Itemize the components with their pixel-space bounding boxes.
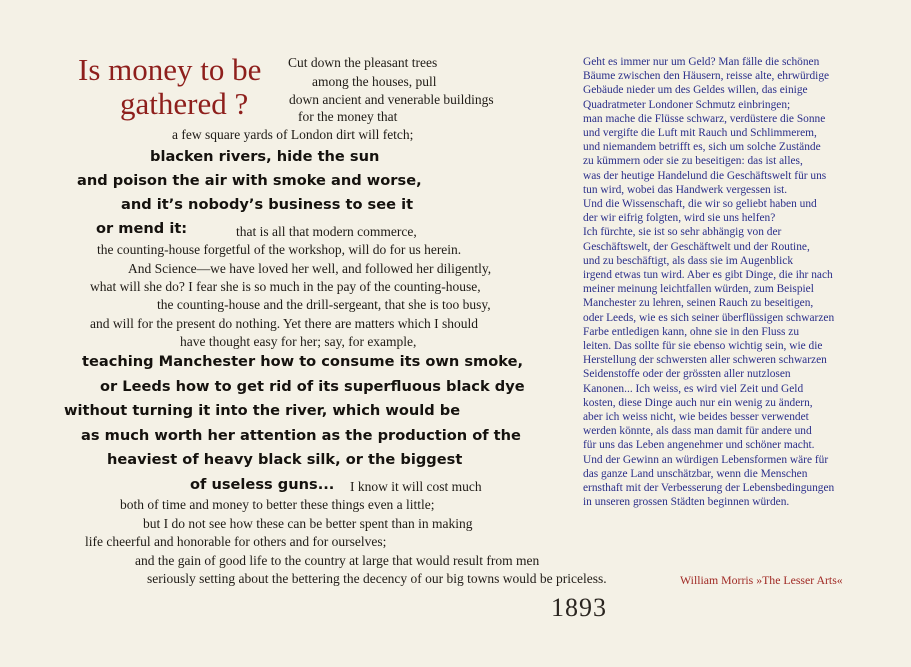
english-body-line: have thought easy for her; say, for example,	[180, 334, 417, 349]
german-line: Gebäude nieder um des Geldes willen, das einige	[583, 84, 808, 97]
german-line: irgend etwas tun wird. Aber es gibt Dinge, die ihr nach	[583, 269, 833, 282]
german-line: kosten, diese Dinge auch nur ein wenig zu ändern,	[583, 396, 813, 409]
german-line: und vergifte die Luft mit Rauch und Schlimmerem,	[583, 127, 817, 140]
english-closing-line: seriously setting about the bettering the decency of our big towns would be priceless.	[147, 571, 607, 586]
english-body-line: and will for the present do nothing. Yet there are matters which I should	[90, 316, 479, 331]
german-line: in unseren grossen Städten beginnen würden.	[583, 496, 790, 509]
english-bold-line: or Leeds how to get rid of its superfluous black dye	[100, 378, 525, 395]
german-line: Bäume zwischen den Häusern, reisse alte, ehrwürdige	[583, 70, 830, 83]
english-closing-line: both of time and money to better these things even a little;	[120, 497, 435, 512]
english-intro-line: a few square yards of London dirt will fetch;	[172, 127, 414, 142]
english-bold-line: of useless guns...	[190, 476, 335, 493]
german-line: leiten. Das sollte für sie ebenso wichtig sein, wie die	[583, 340, 823, 353]
title-line-2: gathered ?	[120, 86, 249, 121]
english-intro-line: among the houses, pull	[312, 74, 437, 89]
german-translation	[583, 55, 883, 510]
english-intro-line: down ancient and venerable buildings	[289, 92, 494, 107]
english-closing-line: life cheerful and honorable for others and for ourselves;	[85, 534, 387, 549]
german-line: Seidenstoffe oder der grössten aller nutzlosen	[583, 368, 791, 381]
english-body-line: what will she do? I fear she is so much in the pay of the counting-house,	[90, 279, 481, 294]
german-line: werden könnte, als dass man damit für andere und	[583, 425, 812, 438]
english-bold-line: blacken rivers, hide the sun	[150, 148, 380, 165]
german-line: aber ich weiss nicht, wie beides besser verwendet	[583, 411, 809, 424]
german-line: Geht es immer nur um Geld? Man fälle die schönen	[583, 56, 820, 68]
german-line: Quadratmeter Londoner Schmutz einbringen;	[583, 98, 791, 111]
year: 1893	[551, 593, 607, 622]
english-closing-line: I know it will cost much	[350, 479, 482, 494]
german-line: Manchester zu lehren, seinen Rauch zu beseitigen,	[583, 297, 814, 310]
german-line: Geschäftswelt, der Geschäftwelt und der Routine,	[583, 240, 810, 253]
german-line: Farbe entledigen kann, ohne sie in den Fluss zu	[583, 325, 800, 338]
german-line: das ganze Land unschätzbar, wenn die Menschen	[583, 467, 808, 480]
german-line: meiner meinung leichtfallen würden, zum Beispiel	[583, 283, 814, 296]
german-line: tun wird, wobei das Handwerk vergessen ist.	[583, 183, 788, 196]
german-line: für uns das Leben angenehmer und schöner macht.	[583, 439, 815, 452]
german-line: Kanonen... Ich weiss, es wird viel Zeit und Geld	[583, 382, 804, 395]
german-line: Herstellung der schwersten aller schweren schwarzen	[583, 354, 827, 367]
german-line: oder Leeds, wie es sich seiner überflüssigen schwarzen	[583, 311, 835, 324]
english-intro-line: Cut down the pleasant trees	[288, 55, 438, 70]
english-bold-line: and it’s nobody’s business to see it	[121, 196, 414, 213]
english-body-line: the counting-house and the drill-sergeant, that she is too busy,	[157, 297, 491, 312]
attribution: William Morris »The Lesser Arts«	[680, 573, 843, 587]
english-closing-line: but I do not see how these can be better spent than in making	[143, 516, 473, 531]
english-bold-line: as much worth her attention as the production of the	[81, 427, 521, 444]
german-line: man mache die Flüsse schwarz, verdüstere die Sonne	[583, 112, 826, 125]
german-line: zu kümmern oder sie zu beseitigen: das ist alles,	[583, 155, 803, 168]
english-body-line: the counting-house forgetful of the workshop, will do for us herein.	[97, 242, 462, 257]
german-line: Und die Wissenschaft, die wir so geliebt haben und	[583, 198, 817, 211]
english-bold-line: heaviest of heavy black silk, or the biggest	[107, 451, 463, 468]
english-closing-line: and the gain of good life to the country at large that would result from men	[135, 553, 540, 568]
english-bold-line: teaching Manchester how to consume its own smoke,	[82, 353, 524, 370]
german-line: und niemandem betrifft es, sich um solche Zustände	[583, 141, 821, 154]
german-line: was der heutige Handelund die Geschäftswelt für uns	[583, 169, 827, 182]
english-bold-line: without turning it into the river, which would be	[64, 402, 461, 419]
title-line-1: Is money to be	[78, 52, 262, 87]
german-line: Ich fürchte, sie ist so sehr abhängig von der	[583, 226, 782, 239]
english-body-line: And Science—we have loved her well, and followed her diligently,	[128, 261, 492, 276]
german-line: und zu beschäftigt, als dass sie im Augenblick	[583, 254, 794, 267]
english-body-line: that is all that modern commerce,	[236, 224, 417, 239]
german-line: Und der Gewinn an würdigen Lebensformen wäre für	[583, 453, 829, 466]
german-line: ernsthaft mit der Verbesserung der Lebensbedingungen	[583, 482, 835, 495]
german-line: der wir eifrig folgten, wird sie uns helfen?	[583, 212, 776, 225]
english-bold-line: and poison the air with smoke and worse,	[77, 172, 422, 189]
english-bold-line: or mend it:	[96, 220, 188, 237]
english-intro-line: for the money that	[298, 109, 398, 124]
